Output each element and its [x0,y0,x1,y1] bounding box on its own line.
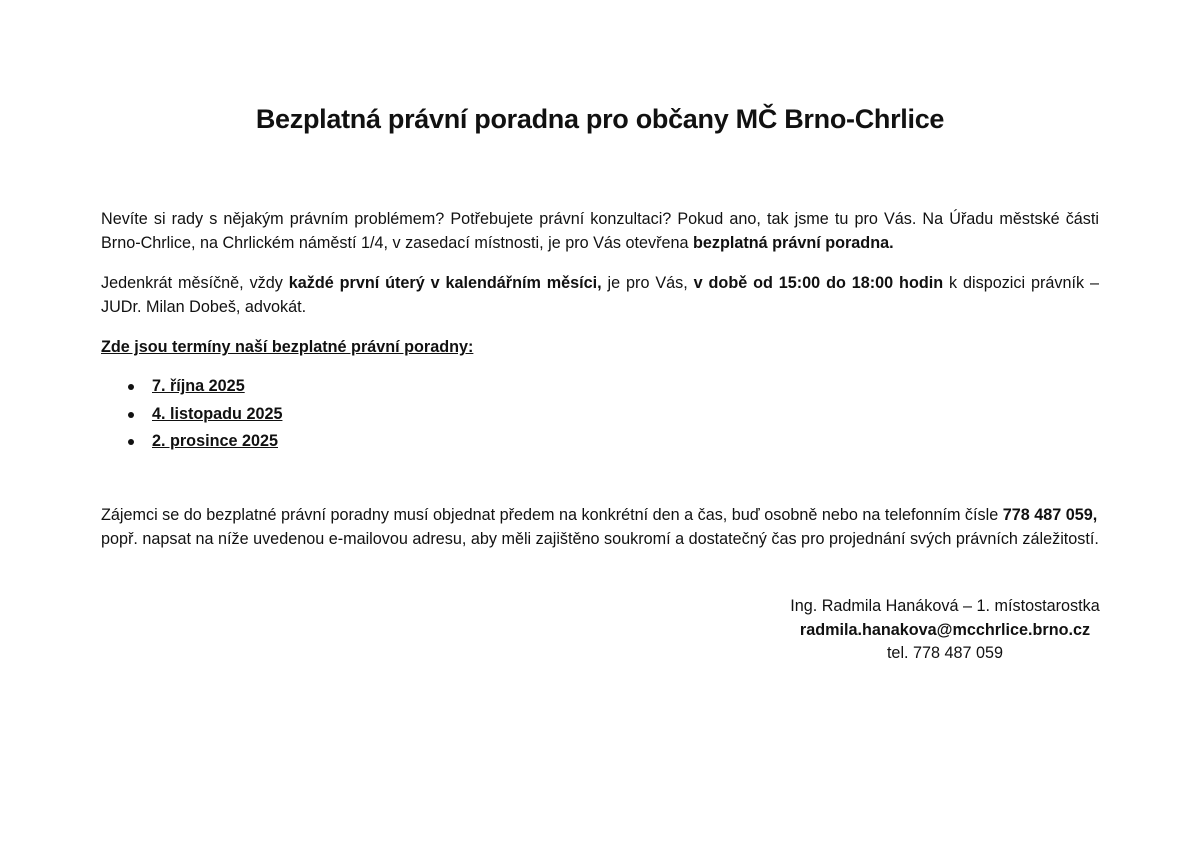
intro-paragraph [101,207,1099,255]
intro-bold-text: bezplatná právní poradna. [693,234,894,252]
booking-phone-bold: 778 487 059, [1002,506,1098,524]
schedule-hours-bold: v době od 15:00 do 18:00 hodin [693,274,944,292]
schedule-paragraph [101,271,1099,319]
date-item: 4. listopadu 2025 [152,404,283,423]
list-item [101,428,282,456]
signature-name-role: Ing. Radmila Hanáková – 1. místostarostka [790,597,1100,615]
document-title: Bezplatná právní poradna pro občany MČ Brno-Chrlice [255,104,945,134]
booking-text-2: popř. napsat na níže uvedenou e-mailovou adresu, aby měli zajištěno soukromí a dostatečný čas pro projednání svých právních záležitostí. [101,530,1099,548]
signature-email: radmila.hanakova@mcchrlice.brno.cz [799,620,1091,639]
dates-list [101,373,282,456]
schedule-text-1: Jedenkrát měsíčně, vždy [101,274,289,292]
list-item [101,373,282,401]
dates-heading-paragraph [101,335,1099,359]
date-item: 2. prosince 2025 [152,432,278,450]
booking-text-1: Zájemci se do bezplatné právní poradny musí objednat předem na konkrétní den a čas, buď osobně nebo na telefonním čísle [101,506,1003,524]
signature-phone: tel. 778 487 059 [886,644,1004,662]
schedule-day-bold: každé první úterý v kalendářním měsíci, [288,274,602,292]
bullet-icon [128,439,134,445]
schedule-text-2: je pro Vás, [601,274,694,292]
date-item: 7. října 2025 [152,377,245,395]
schedule-text-3: k dispozici právník – JUDr. Milan Dobeš, advokát. [101,274,1099,316]
intro-text: Nevíte si rady s nějakým právním problémem? Potřebujete právní konzultaci? Pokud ano, tak jsme tu pro Vás. Na Úřadu městské části Brno-Chrlice, na Chrlickém náměstí 1/4, v zasedací místnosti, je pro Vás otevřena [101,210,1099,252]
booking-paragraph [101,503,1099,551]
dates-heading: Zde jsou termíny naší bezplatné právní poradny: [101,338,474,356]
bullet-icon [128,384,134,390]
signature-block [700,595,1190,666]
list-item [101,401,282,429]
bullet-icon [128,412,134,418]
